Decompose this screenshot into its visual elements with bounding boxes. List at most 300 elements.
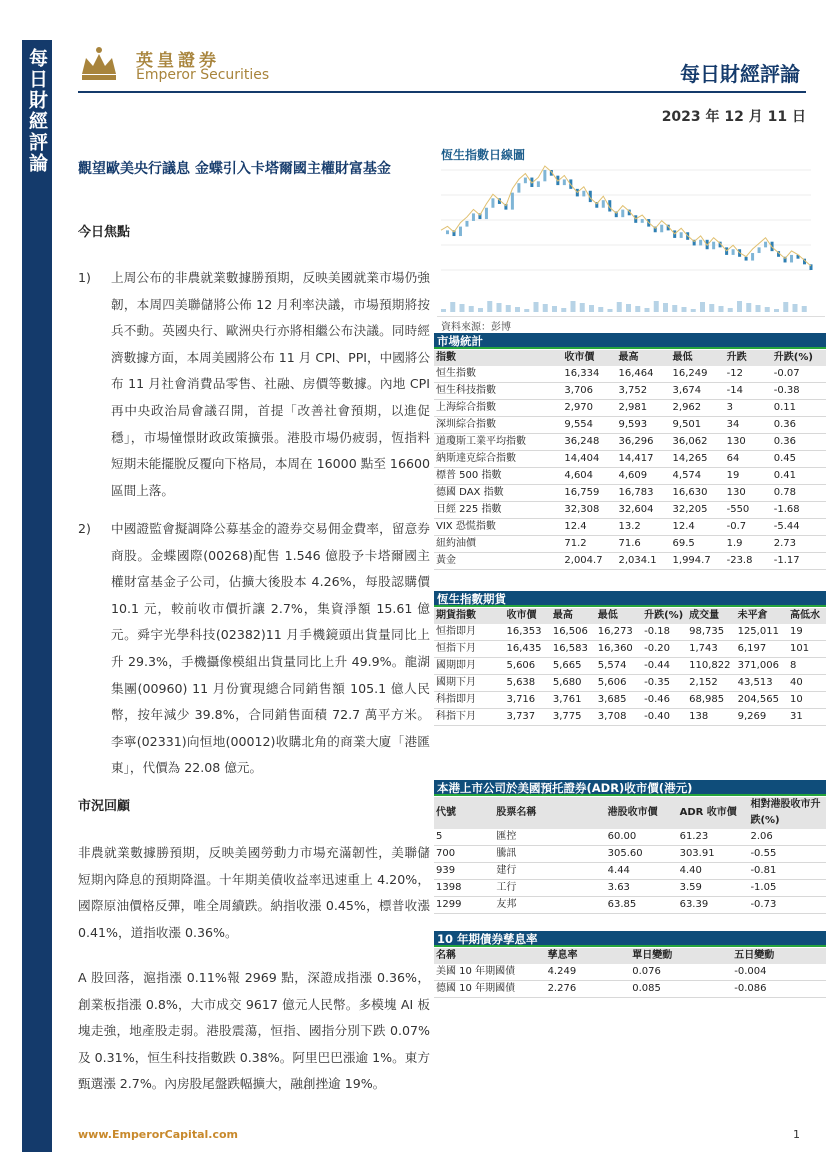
table-cell: 31	[788, 709, 826, 726]
chart-volume-bar	[719, 306, 724, 312]
table-cell: 32,205	[671, 502, 725, 519]
chart-candle	[621, 210, 624, 218]
page-title: 每日財經評論	[680, 62, 800, 86]
sidebar-title: 每日財經評論	[26, 48, 48, 174]
table-cell: 匯控	[494, 829, 605, 846]
table-cell: 1,994.7	[671, 553, 725, 570]
table-row	[434, 709, 826, 726]
chart-volume-bar	[441, 309, 446, 312]
chart-volume-bar	[783, 302, 788, 312]
table-cell: -0.38	[772, 383, 826, 400]
table-row	[434, 641, 826, 658]
table-cell: 69.5	[671, 536, 725, 553]
column-header: ADR 收市價	[678, 797, 749, 829]
chart-candle	[751, 253, 754, 261]
chart-candle	[699, 240, 702, 246]
table-cell: 16,334	[562, 366, 616, 383]
table-cell: 13.2	[616, 519, 670, 536]
table-cell: 16,506	[551, 624, 596, 641]
chart-volume-bar	[561, 308, 566, 312]
column-header: 升跌	[725, 350, 772, 366]
table-cell: 36,296	[616, 434, 670, 451]
table-cell: 4.44	[606, 863, 678, 880]
table-cell: 63.85	[606, 897, 678, 914]
chart-candle	[680, 232, 683, 238]
table-row	[434, 658, 826, 675]
table-cell: 9,554	[562, 417, 616, 434]
market-stats-title: 市場統計	[434, 333, 826, 349]
table-cell: 130	[725, 485, 772, 502]
column-header: 名稱	[434, 948, 546, 964]
table-cell: 6,197	[736, 641, 788, 658]
adr-title: 本港上市公司於美國預托證券(ADR)收市價(港元)	[434, 780, 826, 796]
chart-volume-bar	[737, 301, 742, 312]
table-cell: 16,249	[671, 366, 725, 383]
chart-volume-bar	[497, 303, 502, 312]
column-header: 升跌(%)	[772, 350, 826, 366]
table-row	[434, 880, 826, 897]
chart-volume-bar	[774, 309, 779, 312]
table-cell: 國期下月	[434, 675, 505, 692]
chart-candle	[517, 183, 520, 192]
table-cell: 0.36	[772, 434, 826, 451]
table-cell: 19	[788, 624, 826, 641]
table-row	[434, 981, 826, 998]
focus-heading: 今日焦點	[78, 225, 131, 240]
chart-candle	[764, 242, 767, 248]
table-cell: 1.9	[725, 536, 772, 553]
column-header: 港股收市價	[606, 797, 678, 829]
column-header: 期貨指數	[434, 608, 505, 624]
table-cell: 16,360	[596, 641, 642, 658]
table-cell: 2,970	[562, 400, 616, 417]
table-row	[434, 383, 826, 400]
chart-volume-bar	[635, 306, 640, 312]
table-cell: -1.68	[772, 502, 826, 519]
table-row	[434, 400, 826, 417]
table-row	[434, 519, 826, 536]
chart-candle	[563, 179, 566, 185]
table-cell: -23.8	[725, 553, 772, 570]
chart-volume-bar	[478, 308, 483, 312]
table-cell: 3,752	[616, 383, 670, 400]
table-cell: -5.44	[772, 519, 826, 536]
futures-table	[434, 608, 826, 726]
table-cell: -0.81	[748, 863, 826, 880]
focus-item	[78, 265, 430, 504]
table-row	[434, 692, 826, 709]
sidebar-banner	[22, 40, 52, 1152]
table-cell: 939	[434, 863, 494, 880]
chart-volume-bar	[589, 305, 594, 312]
chart-volume-bar	[450, 302, 455, 312]
column-header: 代號	[434, 797, 494, 829]
table-cell: 3,685	[596, 692, 642, 709]
table-cell: 303.91	[678, 846, 749, 863]
table-cell: 1,743	[687, 641, 735, 658]
table-cell: 10	[788, 692, 826, 709]
table-cell: 19	[725, 468, 772, 485]
hsi-chart-svg	[437, 162, 825, 316]
chart-source: 資料來源：彭博	[441, 322, 511, 333]
chart-title: 恆生指數日線圖	[441, 148, 526, 162]
review-paragraph: 非農就業數據勝預期，反映美國勞動力市場充滿韌性，美聯儲短期內降息的預期降溫。十年期美債收益率迅速重上 4.20%，國際原油價格反彈，唯全周續跌。納指收漲 0.45%，標普收漲 0.41%，道指收漲 0.36%。	[78, 845, 430, 940]
table-cell: 5,638	[505, 675, 551, 692]
chart-candle	[660, 225, 663, 233]
column-header: 收市價	[562, 350, 616, 366]
table-cell: -0.44	[642, 658, 687, 675]
table-cell: 101	[788, 641, 826, 658]
table-cell: 9,269	[736, 709, 788, 726]
column-header: 單日變動	[630, 948, 732, 964]
table-cell: 36,248	[562, 434, 616, 451]
chart-volume-bar	[524, 309, 529, 312]
table-cell: 14,417	[616, 451, 670, 468]
table-cell: 34	[725, 417, 772, 434]
chart-candle	[745, 257, 748, 261]
adr-header-row	[434, 797, 826, 829]
header-divider	[78, 91, 806, 93]
table-cell: 工行	[494, 880, 605, 897]
column-header: 指數	[434, 350, 562, 366]
table-cell: 64	[725, 451, 772, 468]
adr-table	[434, 797, 826, 914]
table-cell: -12	[725, 366, 772, 383]
table-row	[434, 434, 826, 451]
chart-volume-bar	[598, 307, 603, 312]
table-cell: -0.46	[642, 692, 687, 709]
table-row	[434, 502, 826, 519]
table-row	[434, 863, 826, 880]
chart-volume-bar	[580, 303, 585, 312]
chart-ma-line	[441, 166, 811, 266]
chart-volume-bar	[802, 306, 807, 312]
page-number: 1	[793, 1128, 800, 1141]
table-cell: 43,513	[736, 675, 788, 692]
column-header: 最低	[671, 350, 725, 366]
chart-candle	[582, 191, 585, 197]
table-cell: 0.78	[772, 485, 826, 502]
table-cell: 63.39	[678, 897, 749, 914]
table-cell: 110,822	[687, 658, 735, 675]
table-cell: 5,665	[551, 658, 596, 675]
chart-candle	[543, 170, 546, 181]
table-cell: 德國 DAX 指數	[434, 485, 562, 502]
column-header: 最低	[596, 608, 642, 624]
table-cell: 0.36	[772, 417, 826, 434]
crown-logo-icon	[78, 44, 120, 86]
table-cell: 60.00	[606, 829, 678, 846]
table-cell: 0.11	[772, 400, 826, 417]
table-cell: 2.73	[772, 536, 826, 553]
table-cell: -0.35	[642, 675, 687, 692]
table-cell: 16,583	[551, 641, 596, 658]
chart-volume-bar	[617, 302, 622, 312]
table-cell: 4,609	[616, 468, 670, 485]
focus-item-num: 2)	[78, 521, 91, 536]
report-date: 2023 年 12 月 11 日	[661, 109, 806, 125]
table-cell: VIX 恐慌指數	[434, 519, 562, 536]
chart-volume-bar	[506, 305, 511, 312]
table-cell: 305.60	[606, 846, 678, 863]
table-cell: 3,737	[505, 709, 551, 726]
focus-item-text: 中國證監會擬調降公募基金的證券交易佣金費率，留意券商股。金蝶國際(00268)配售 1.546 億股予卡塔爾國主權財富基金子公司，佔擴大後股本 4.26%，每股認購價 10.1 元，較前收市價折讓 2.7%，集資淨額 15.61 億元。舜宇光學科技(02382)11 月手機鏡頭出貨量同比上升 29.3%，手機攝像模組出貨量同比上升 49.9%。龍湖集團(00960) 11 月份實現總合同銷售額 105.1 億人民幣，按年減少 39.8%，合同銷售面積 72.7 萬平方米。李寧(02331)向恒地(00012)收購北角的商業大廈「港匯東」，代價為 22.08 億元。	[111, 521, 430, 776]
bonds-title: 10 年期債券孳息率	[434, 931, 826, 947]
chart-candle	[524, 178, 527, 184]
table-cell: 科指即月	[434, 692, 505, 709]
footer-website-link[interactable]: www.EmperorCapital.com	[78, 1128, 238, 1141]
table-cell: 2.06	[748, 829, 826, 846]
table-cell: 科指下月	[434, 709, 505, 726]
table-cell: 0.076	[630, 964, 732, 981]
chart-volume-bar	[552, 306, 557, 312]
review-paragraph: A 股回落，滬指漲 0.11%報 2969 點，深證成指漲 0.36%，創業板指漲 0.8%，大市成交 9617 億元人民幣。多模塊 AI 板塊走強，地產股走弱。港股震蕩，恒指、國指分別下跌 0.07%及 0.31%，恒生科技指數跌 0.38%。阿里巴巴漲逾 1%。東方甄選漲 2.7%。內房股尾盤跌幅擴大，融創挫逾 19%。	[78, 970, 430, 1092]
column-header: 相對港股收市升跌(%)	[748, 797, 826, 829]
table-cell: 3,775	[551, 709, 596, 726]
table-cell: 0.41	[772, 468, 826, 485]
table-cell: 3,761	[551, 692, 596, 709]
chart-candle	[491, 198, 494, 207]
chart-volume-bar	[682, 307, 687, 312]
table-cell: 125,011	[736, 624, 788, 641]
table-cell: 3,674	[671, 383, 725, 400]
table-cell: 32,308	[562, 502, 616, 519]
table-cell: 2,962	[671, 400, 725, 417]
table-cell: 5,574	[596, 658, 642, 675]
table-cell: 日經 225 指數	[434, 502, 562, 519]
chart-volume-bar	[571, 301, 576, 312]
table-cell: -0.20	[642, 641, 687, 658]
table-cell: 3	[725, 400, 772, 417]
table-cell: 9,501	[671, 417, 725, 434]
table-row	[434, 675, 826, 692]
table-cell: 5,606	[596, 675, 642, 692]
column-header: 升跌(%)	[642, 608, 687, 624]
column-header: 最高	[551, 608, 596, 624]
chart-volume-bar	[663, 303, 668, 312]
table-cell: 標普 500 指數	[434, 468, 562, 485]
table-cell: 德國 10 年期國債	[434, 981, 546, 998]
logo-en: Emperor Securities	[136, 67, 270, 83]
table-cell: 32,604	[616, 502, 670, 519]
column-header: 未平倉	[736, 608, 788, 624]
chart-candle	[472, 213, 475, 221]
table-cell: 8	[788, 658, 826, 675]
table-cell: 14,265	[671, 451, 725, 468]
table-cell: -550	[725, 502, 772, 519]
table-row	[434, 485, 826, 502]
column-header: 孳息率	[546, 948, 631, 964]
column-header: 成交量	[687, 608, 735, 624]
table-cell: 14,404	[562, 451, 616, 468]
table-cell: 道瓊斯工業平均指數	[434, 434, 562, 451]
table-cell: 4.40	[678, 863, 749, 880]
table-cell: 700	[434, 846, 494, 863]
table-cell: 國期即月	[434, 658, 505, 675]
chart-volume-bar	[469, 306, 474, 312]
table-cell: 3.59	[678, 880, 749, 897]
table-cell: 1299	[434, 897, 494, 914]
table-cell: 16,435	[505, 641, 551, 658]
table-cell: -0.73	[748, 897, 826, 914]
column-header: 高低水	[788, 608, 826, 624]
table-cell: 2,152	[687, 675, 735, 692]
table-cell: 98,735	[687, 624, 735, 641]
table-cell: 40	[788, 675, 826, 692]
table-cell: 恒生指數	[434, 366, 562, 383]
table-row	[434, 536, 826, 553]
table-cell: 4,604	[562, 468, 616, 485]
table-cell: 5	[434, 829, 494, 846]
chart-candle	[446, 230, 449, 234]
table-row	[434, 829, 826, 846]
chart-volume-bar	[534, 302, 539, 312]
column-header: 股票名稱	[494, 797, 605, 829]
hsi-chart	[437, 162, 825, 317]
chart-candle	[485, 208, 488, 219]
table-cell: -0.004	[732, 964, 826, 981]
table-row	[434, 468, 826, 485]
table-row	[434, 846, 826, 863]
table-row	[434, 451, 826, 468]
chart-volume-bar	[728, 308, 733, 312]
chart-volume-bar	[746, 303, 751, 312]
table-cell: 16,353	[505, 624, 551, 641]
column-header: 五日變動	[732, 948, 826, 964]
headline: 觀望歐美央行議息 金蝶引入卡塔爾國主權財富基金	[78, 161, 391, 177]
chart-volume-bar	[626, 304, 631, 312]
chart-volume-bar	[756, 305, 761, 312]
table-cell: 16,273	[596, 624, 642, 641]
chart-volume-bar	[654, 301, 659, 312]
table-cell: 61.23	[678, 829, 749, 846]
chart-candle	[537, 181, 540, 187]
table-cell: 71.6	[616, 536, 670, 553]
review-heading: 市況回顧	[78, 799, 131, 814]
focus-item-text: 上周公布的非農就業數據勝預期，反映美國就業市場仍強韌，本周四美聯儲將公佈 12 月利率決議，市場預期將按兵不動。英國央行、歐洲央行亦將相繼公布決議。同時經濟數據方面，本周美國將公布 11 月 CPI、PPI，中國將公布 11 月社會消費品零售、社融、房價等數據。內地 CPI 再中央政治局會議召開，首提「改善社會預期，以進促穩」，市場憧憬財政政策擴張。港股市場仍疲弱，恆指料短期未能擺脫反覆向下格局，本周在 16000 點至 16600 區間上落。	[111, 270, 430, 498]
table-cell: 深圳綜合指數	[434, 417, 562, 434]
chart-candle	[712, 242, 715, 250]
bonds-header-row	[434, 948, 826, 964]
chart-volume-bar	[460, 304, 465, 312]
table-cell: 9,593	[616, 417, 670, 434]
table-row	[434, 624, 826, 641]
chart-volume-bar	[645, 308, 650, 312]
table-cell: 美國 10 年期國債	[434, 964, 546, 981]
table-cell: 16,783	[616, 485, 670, 502]
table-cell: 上海綜合指數	[434, 400, 562, 417]
table-cell: 12.4	[562, 519, 616, 536]
futures-header-row	[434, 608, 826, 624]
table-cell: -0.55	[748, 846, 826, 863]
table-cell: 5,680	[551, 675, 596, 692]
table-cell: 3.63	[606, 880, 678, 897]
chart-volume-bar	[608, 309, 613, 312]
table-cell: 騰訊	[494, 846, 605, 863]
chart-volume-bar	[487, 301, 492, 312]
table-cell: 71.2	[562, 536, 616, 553]
table-cell: 紐約油價	[434, 536, 562, 553]
chart-volume-bar	[700, 302, 705, 312]
chart-volume-bar	[672, 305, 677, 312]
chart-candle	[459, 227, 462, 236]
table-cell: 恒生科技指數	[434, 383, 562, 400]
table-cell: 友邦	[494, 897, 605, 914]
chart-volume-bar	[691, 309, 696, 312]
table-cell: 68,985	[687, 692, 735, 709]
table-cell: 138	[687, 709, 735, 726]
table-cell: 130	[725, 434, 772, 451]
table-cell: 2,981	[616, 400, 670, 417]
table-cell: 2,034.1	[616, 553, 670, 570]
table-cell: 4,574	[671, 468, 725, 485]
table-cell: -1.17	[772, 553, 826, 570]
table-row	[434, 964, 826, 981]
table-cell: 204,565	[736, 692, 788, 709]
chart-candle	[758, 247, 761, 253]
table-cell: 建行	[494, 863, 605, 880]
market-stats-table	[434, 350, 826, 570]
futures-title: 恆生指數期貨	[434, 591, 826, 607]
table-cell: 371,006	[736, 658, 788, 675]
table-cell: 1398	[434, 880, 494, 897]
table-row	[434, 366, 826, 383]
logo-cn: 英皇證券	[136, 51, 220, 71]
table-cell: 恒指即月	[434, 624, 505, 641]
chart-volume-bar	[793, 304, 798, 312]
table-cell: -1.05	[748, 880, 826, 897]
table-cell: 黃金	[434, 553, 562, 570]
table-row	[434, 897, 826, 914]
column-header: 最高	[616, 350, 670, 366]
table-cell: 0.085	[630, 981, 732, 998]
table-cell: 3,706	[562, 383, 616, 400]
table-cell: 16,759	[562, 485, 616, 502]
table-cell: -0.07	[772, 366, 826, 383]
chart-candle	[511, 193, 514, 210]
table-cell: -0.086	[732, 981, 826, 998]
column-header: 收市價	[505, 608, 551, 624]
chart-volume-bar	[543, 304, 548, 312]
table-cell: -14	[725, 383, 772, 400]
table-cell: 4.249	[546, 964, 631, 981]
chart-volume-bar	[765, 307, 770, 312]
table-cell: -0.18	[642, 624, 687, 641]
table-cell: 3,708	[596, 709, 642, 726]
table-cell: 36,062	[671, 434, 725, 451]
table-cell: 16,464	[616, 366, 670, 383]
chart-candle	[641, 219, 644, 223]
market_stats-header-row	[434, 350, 826, 366]
table-cell: 12.4	[671, 519, 725, 536]
table-cell: 0.45	[772, 451, 826, 468]
table-cell: 2.276	[546, 981, 631, 998]
table-cell: 3,716	[505, 692, 551, 709]
table-cell: -0.40	[642, 709, 687, 726]
chart-candle	[732, 249, 735, 255]
table-row	[434, 417, 826, 434]
chart-volume-bar	[515, 307, 520, 312]
focus-item-num: 1)	[78, 270, 91, 285]
table-cell: 5,606	[505, 658, 551, 675]
table-cell: 恒指下月	[434, 641, 505, 658]
chart-candle	[602, 200, 605, 208]
table-cell: 納斯達克綜合指數	[434, 451, 562, 468]
table-cell: -0.7	[725, 519, 772, 536]
chart-candle	[790, 255, 793, 263]
table-cell: 16,630	[671, 485, 725, 502]
table-row	[434, 553, 826, 570]
